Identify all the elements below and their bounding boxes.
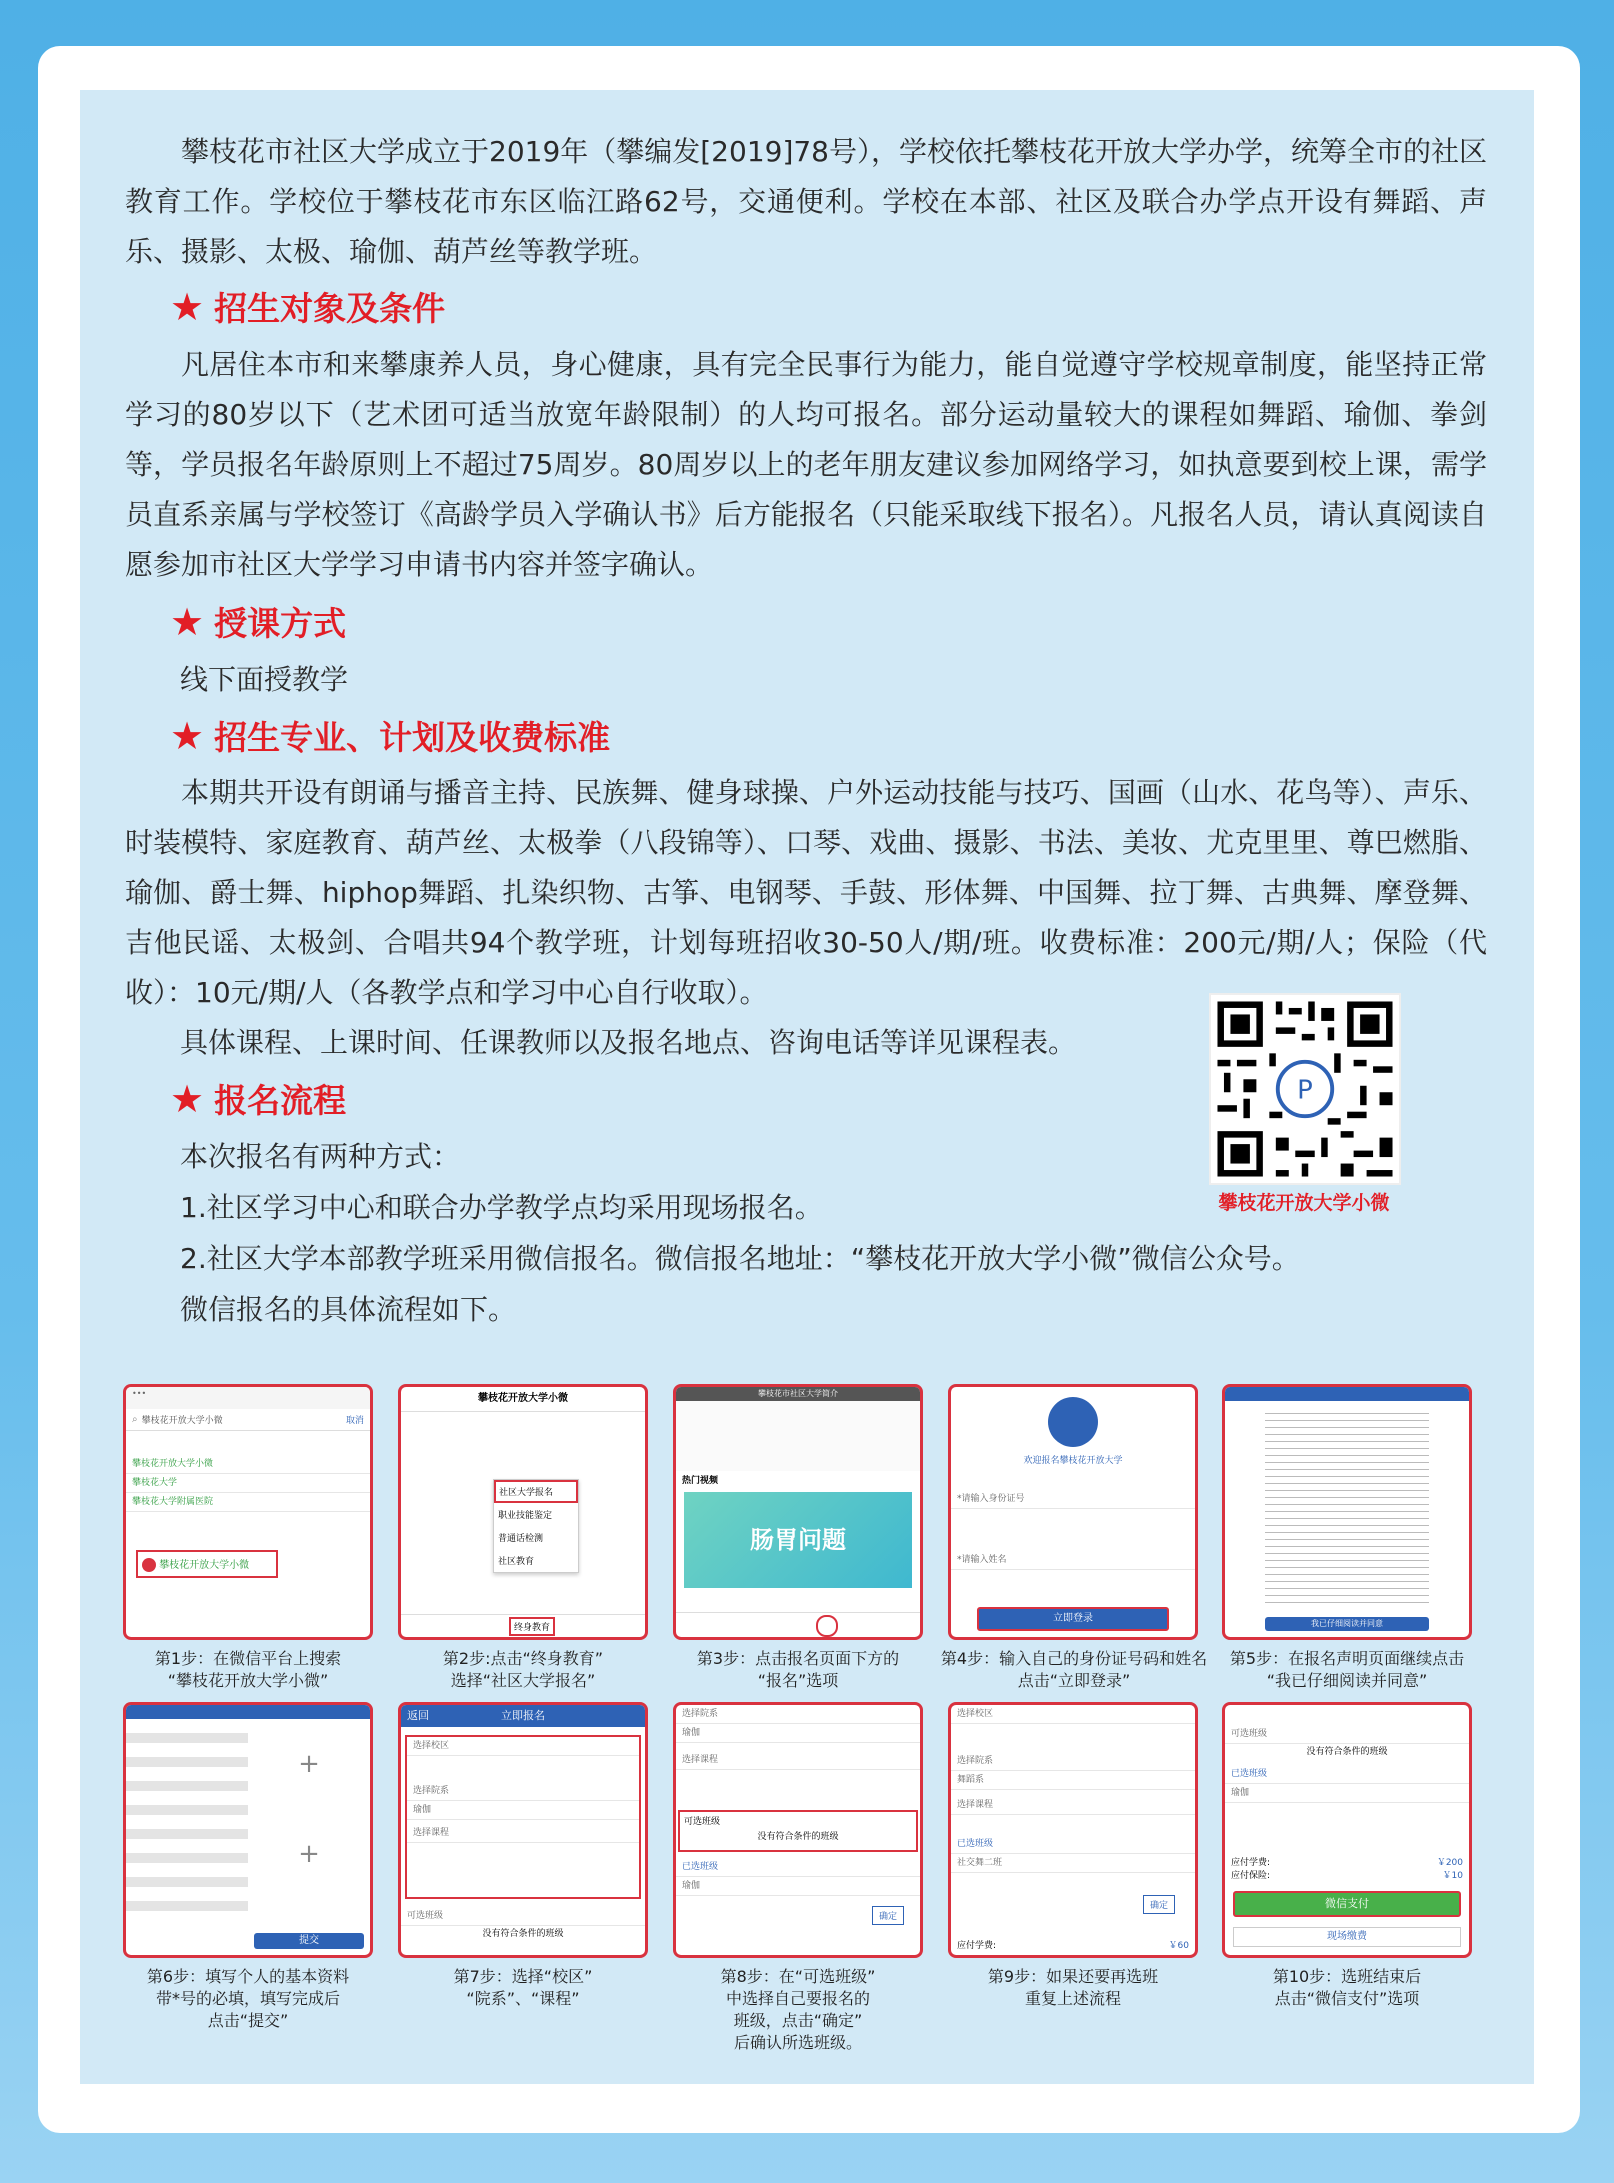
intro-paragraph: 攀枝花市社区大学成立于2019年（攀编发[2019]78号），学校依托攀枝花开放大学办学，统筹全市的社区教育工作。学校位于攀枝花市东区临江路62号，交通便利。学校在本部、社区及联合办学点开设有舞蹈、声乐、摄影、太极、瑜伽、葫芦丝等教学班。 <box>125 135 1487 268</box>
dept-value: 舞蹈系 <box>951 1771 1195 1790</box>
section-title: 招生专业、计划及收费标准 <box>214 718 611 757</box>
due-amount: ￥60 <box>1168 1941 1189 1951</box>
video-banner[interactable]: 肠胃问题 <box>684 1492 912 1588</box>
back-link[interactable]: 返回 <box>407 1709 429 1722</box>
id-number-field[interactable]: *请输入身份证号 <box>951 1490 1195 1509</box>
step5-screenshot <box>1222 1384 1472 1640</box>
wechat-pay-button[interactable]: 微信支付 <box>1233 1891 1461 1917</box>
courses-paragraph: 本期共开设有朗诵与播音主持、民族舞、健身球操、户外运动技能与技巧、国画（山水、花鸟等）、声乐、时装模特、家庭教育、葫芦丝、太极拳（八段锦等）、口琴、戏曲、摄影、书法、美妆、尤克里里、尊巴燃脂、瑜伽、爵士舞、hiphop舞蹈、扎染织物、古筝、电钢琴、手鼓、形体舞、中国舞、拉丁舞、古典舞、摩登舞、吉他民谣、太极剑、合唱共94个教学班，计划每班招收30-50人/期/班。收费标准：200元/期/人；保险（代收）：10元/期/人（各教学点和学习中心自行收取）。 <box>125 776 1487 1009</box>
step8-screenshot <box>673 1702 923 1958</box>
step8-caption: 第8步：在“可选班级” 中选择自己要报名的 班级，点击“确定” 后确认所选班级。 <box>720 1967 876 2052</box>
section-heading-enrollment <box>170 282 445 334</box>
step10-screenshot <box>1222 1702 1472 1958</box>
bottom-tabs <box>401 1614 645 1637</box>
course-select[interactable]: 选择课程 <box>407 1824 639 1843</box>
process-line-4: 微信报名的具体流程如下。 <box>180 1293 517 1326</box>
due-label: 应付学费: <box>957 1941 997 1951</box>
class-label: 可选班级 <box>1225 1725 1469 1744</box>
step6-caption: 第6步：填写个人的基本资料 带*号的必填，填写完成后 点击“提交” <box>146 1967 350 2030</box>
step3-caption: 第3步：点击报名页面下方的 “报名”选项 <box>696 1649 900 1690</box>
register-tab-icon[interactable] <box>816 1615 838 1637</box>
section-heading-courses <box>170 711 610 763</box>
dept-select[interactable]: 选择院系 <box>407 1782 639 1801</box>
photo-upload[interactable]: + + <box>298 1749 320 1869</box>
chosen-label: 已选班级 <box>951 1835 1195 1854</box>
step1-screenshot <box>123 1384 373 1640</box>
app-title: 攀枝花开放大学小微 <box>401 1387 645 1412</box>
fee-row <box>1231 1855 1463 1868</box>
insurance-amount: ￥10 <box>1442 1871 1463 1881</box>
qr-caption: 攀枝花开放大学小微 <box>1218 1192 1390 1214</box>
account-avatar-icon <box>142 1558 156 1572</box>
dept-select[interactable]: 选择院系 <box>676 1705 920 1724</box>
due-row <box>957 1938 1189 1951</box>
section-title: 招生对象及条件 <box>214 289 446 328</box>
step4-caption: 第4步：输入自己的身份证号码和姓名 点击“立即登录” <box>940 1649 1208 1690</box>
top-bar <box>1225 1387 1469 1401</box>
search-row <box>126 1409 370 1431</box>
login-button[interactable]: 立即登录 <box>977 1607 1169 1631</box>
course-select[interactable]: 选择课程 <box>951 1796 1195 1815</box>
step7-screenshot <box>398 1702 648 1958</box>
no-class-text: 没有符合条件的班级 <box>757 1832 839 1842</box>
section-title: 授课方式 <box>214 604 347 643</box>
step9-caption: 第9步：如果还要再选班 重复上述流程 <box>987 1967 1159 2008</box>
step7-caption: 第7步：选择“校区” “院系”、“课程” <box>453 1967 593 2008</box>
step5-caption: 第5步：在报名声明页面继续点击 “我已仔细阅读并同意” <box>1229 1649 1465 1690</box>
step2-caption: 第2步:点击“终身教育” 选择“社区大学报名” <box>442 1649 604 1690</box>
section-label: 热门视频 <box>682 1476 719 1486</box>
class-label: 可选班级 <box>684 1817 721 1827</box>
menu-item-register[interactable]: 社区大学报名 <box>494 1480 578 1503</box>
no-class-text: 没有符合条件的班级 <box>482 1929 564 1939</box>
bottom-tabs <box>676 1612 920 1637</box>
chosen-label: 已选班级 <box>1225 1765 1469 1784</box>
svg-text:P: P <box>1297 1075 1313 1106</box>
top-bar <box>126 1705 370 1719</box>
tab-lifelong-education[interactable]: 终身教育 <box>509 1617 555 1636</box>
search-icon: ⌕ <box>132 1414 138 1425</box>
campus-select[interactable]: 选择校区 <box>407 1737 639 1756</box>
section-heading-teaching <box>170 597 346 649</box>
selection-box <box>405 1735 641 1899</box>
welcome-text: 欢迎报名攀枝花开放大学 <box>1023 1456 1123 1466</box>
section-title: 报名流程 <box>214 1081 347 1120</box>
dept-value: 瑜伽 <box>407 1801 639 1820</box>
search-field[interactable]: 攀枝花开放大学小微 <box>141 1416 223 1426</box>
campus-select[interactable]: 选择校区 <box>951 1705 1195 1724</box>
app-title: 攀枝花市社区大学简介 <box>676 1387 920 1401</box>
qr-code-icon <box>1211 995 1399 1183</box>
search-result[interactable]: 攀枝花大学 <box>126 1474 370 1493</box>
declaration-text <box>1265 1407 1429 1605</box>
courses-extra: 具体课程、上课时间、任课教师以及报名地点、咨询电话等详见课程表。 <box>180 1026 1077 1059</box>
insurance-row <box>1231 1868 1463 1881</box>
icon-grid <box>676 1401 920 1471</box>
menu-item[interactable]: 社区教育 <box>498 1557 535 1567</box>
step9-screenshot <box>948 1702 1198 1958</box>
menu-item[interactable]: 职业技能鉴定 <box>498 1511 553 1521</box>
enrollment-paragraph: 凡居住本市和来攀康养人员，身心健康，具有完全民事行为能力，能自觉遵守学校规章制度，能坚持正常学习的80岁以下（艺术团可适当放宽年龄限制）的人均可报名。部分运动量较大的课程如舞蹈、瑜伽、拳剑等，学员报名年龄原则上不超过75周岁。80周岁以上的老年朋友建议参加网络学习，如执意要到校上课，需学员直系亲属与学校签订《高龄学员入学确认书》后方能报名（只能采取线下报名）。凡报名人员，请认真阅读自愿参加市社区大学学习申请书内容并签字确认。 <box>125 348 1487 581</box>
chosen-class: 瑜伽 <box>1225 1784 1469 1803</box>
qr-code <box>1209 993 1401 1185</box>
onsite-pay-button[interactable]: 现场缴费 <box>1233 1927 1461 1947</box>
process-line-1: 本次报名有两种方式： <box>180 1140 461 1173</box>
course-select[interactable]: 选择课程 <box>676 1751 920 1770</box>
name-field[interactable]: *请输入姓名 <box>951 1551 1195 1570</box>
star-icon: ★ <box>170 1077 205 1121</box>
cancel-button[interactable]: 取消 <box>345 1416 364 1426</box>
form-fields[interactable] <box>126 1719 248 1919</box>
account-name: 攀枝花开放大学小微 <box>159 1560 250 1571</box>
class-label: 可选班级 <box>401 1907 645 1926</box>
fee-amount: ￥200 <box>1436 1858 1463 1868</box>
popup-menu <box>493 1479 579 1573</box>
logo-icon <box>1048 1397 1098 1447</box>
agree-button[interactable]: 我已仔细阅读并同意 <box>1265 1617 1429 1631</box>
chosen-class: 社交舞二班 <box>951 1854 1195 1873</box>
process-line-2: 1.社区学习中心和联合办学教学点均采用现场报名。 <box>180 1191 823 1224</box>
search-result[interactable]: 攀枝花开放大学小微 <box>126 1455 370 1474</box>
process-line-3: 2.社区大学本部教学班采用微信报名。微信报名地址：“攀枝花开放大学小微”微信公众号。 <box>180 1242 1300 1275</box>
search-result[interactable]: 攀枝花大学附属医院 <box>126 1493 370 1512</box>
dept-value: 瑜伽 <box>676 1724 920 1743</box>
chosen-label: 已选班级 <box>676 1858 920 1877</box>
confirm-button[interactable]: 确定 <box>1143 1895 1175 1914</box>
top-bar <box>401 1705 645 1727</box>
insurance-label: 应付保险: <box>1231 1871 1271 1881</box>
star-icon: ★ <box>170 714 205 758</box>
fee-summary <box>1231 1855 1463 1881</box>
star-icon: ★ <box>170 600 205 644</box>
step1-caption: 第1步：在微信平台上搜索 “攀枝花开放大学小微” <box>154 1649 342 1690</box>
chosen-class: 瑜伽 <box>676 1877 920 1896</box>
step3-screenshot <box>673 1384 923 1640</box>
form-columns <box>126 1719 370 1919</box>
no-class-text: 没有符合条件的班级 <box>1306 1747 1388 1757</box>
confirm-button[interactable]: 确定 <box>872 1906 904 1925</box>
teaching-text: 线下面授教学 <box>180 663 349 696</box>
step4-screenshot <box>948 1384 1198 1640</box>
dept-select[interactable]: 选择院系 <box>951 1752 1195 1771</box>
step10-caption: 第10步：选班结束后 点击“微信支付”选项 <box>1272 1967 1422 2008</box>
submit-button[interactable]: 提交 <box>254 1933 364 1949</box>
page-title: 立即报名 <box>501 1709 545 1722</box>
fee-label: 应付学费: <box>1231 1858 1271 1868</box>
menu-item[interactable]: 普通话检测 <box>498 1534 544 1544</box>
step2-screenshot <box>398 1384 648 1640</box>
section-heading-process <box>170 1074 346 1126</box>
step6-screenshot <box>123 1702 373 1958</box>
status-bar: ••• <box>126 1387 370 1409</box>
account-result[interactable] <box>136 1550 278 1578</box>
class-box[interactable] <box>678 1810 918 1852</box>
star-icon: ★ <box>170 285 205 329</box>
